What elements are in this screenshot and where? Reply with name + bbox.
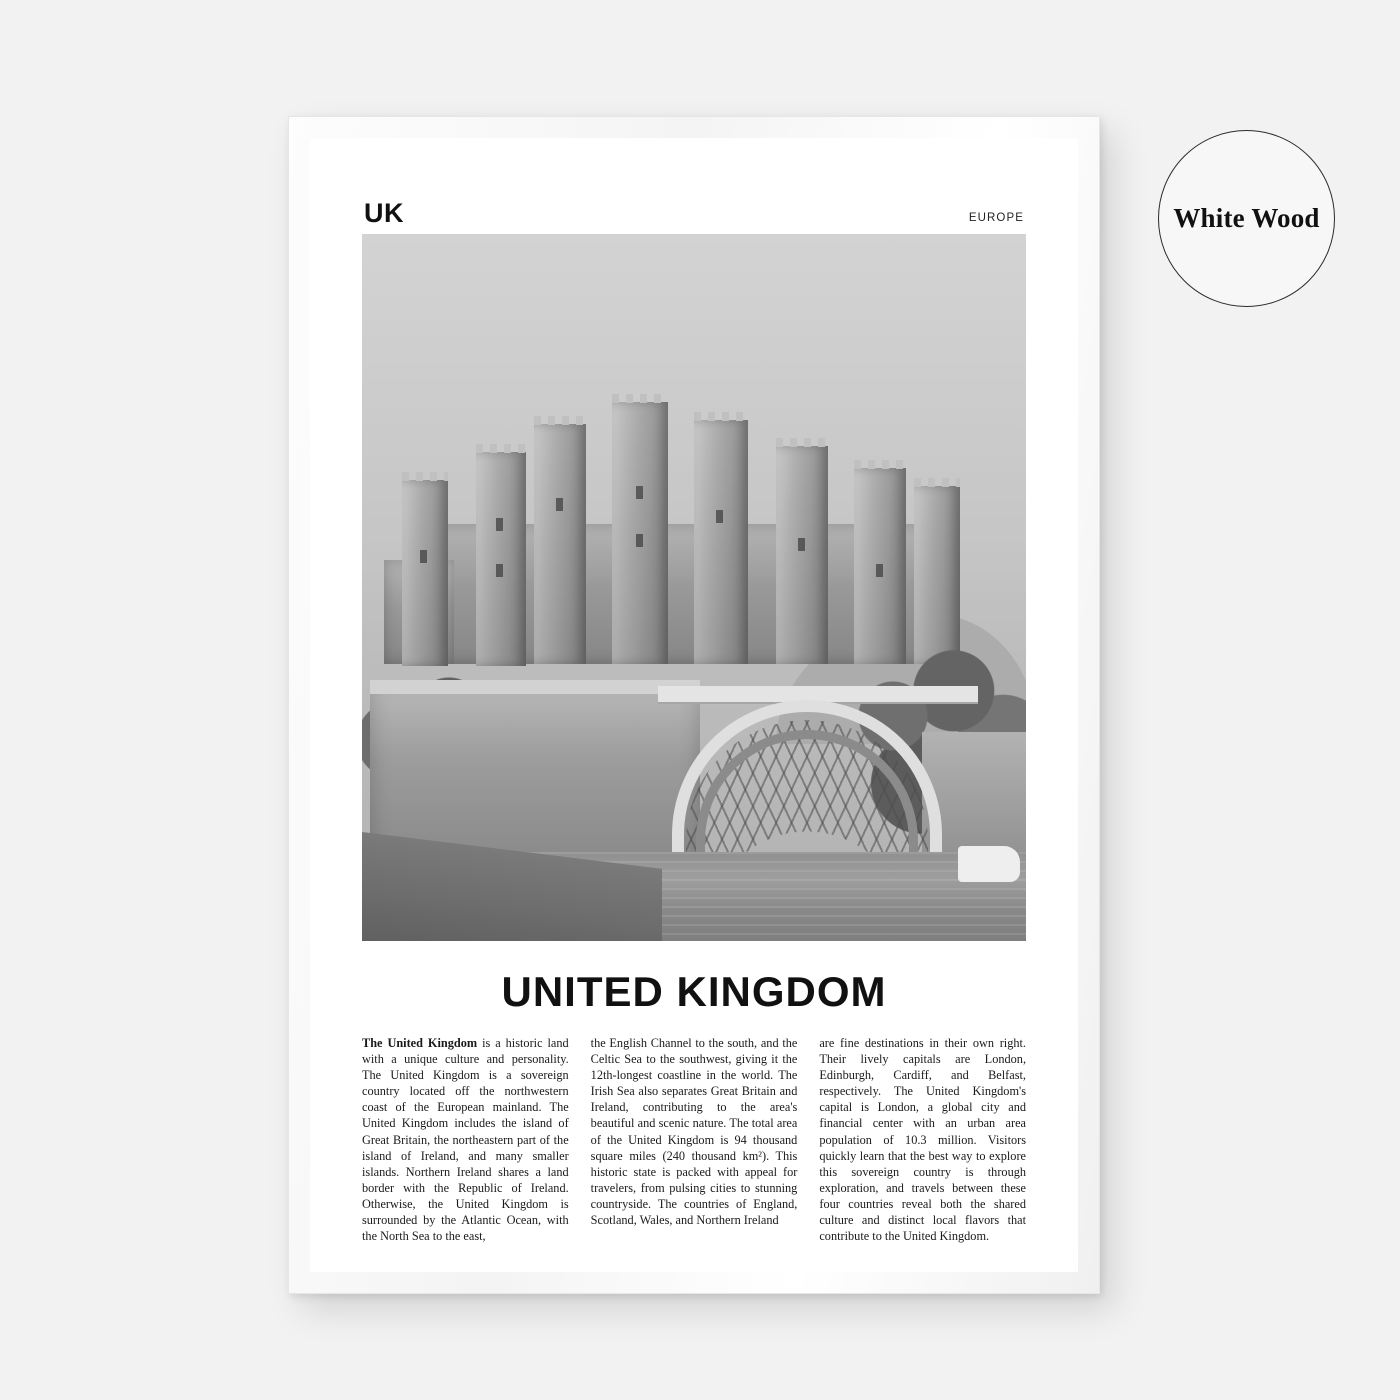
poster [310, 138, 1078, 1272]
castle-tower [694, 420, 748, 664]
material-badge [1158, 130, 1335, 307]
castle-tower [476, 452, 526, 666]
castle-tower [402, 480, 448, 666]
castle-tower [534, 424, 586, 664]
castle-tower [612, 402, 668, 664]
poster-header [362, 200, 1026, 234]
poster-text-columns [362, 1035, 1026, 1244]
castle-photograph [362, 234, 1026, 941]
poster-region-label: EUROPE [968, 211, 1024, 224]
boat [958, 846, 1020, 882]
text-column [819, 1035, 1026, 1244]
material-badge-label: White Wood [1173, 203, 1320, 233]
text-column [362, 1035, 569, 1244]
text-column-body: are fine destinations in their own right. Their lively capitals are London, Edinburgh, Cardiff, and Belfast, respectively. The United Kingdom's capital is London, a global city and financial center with an urban area population of 10.3 million. Visitors quickly learn that the best way to explore this sovereign country is through exploration, and travels between these four countries reveal both the shared culture and distinct local flavors that contribute to the United Kingdom. [819, 1036, 1027, 1244]
castle-tower [776, 446, 828, 664]
text-column-body: is a historic land with a unique culture and personality. The United Kingdom is a sovereign country located off the northwestern coast of the European mainland. The United Kingdom includes the island of Great Britain, the northeastern part of the island of Ireland, and many smaller islands. Northern Ireland shares a land border with the Republic of Ireland. Otherwise, the United Kingdom is surrounded by the Atlantic Ocean, with the North Sea to the east, [362, 1036, 569, 1244]
text-column-lead: The United Kingdom [362, 1036, 478, 1050]
bridge-arch [662, 686, 962, 866]
text-column-body: the English Channel to the south, and the Celtic Sea to the southwest, giving it the 12th-longest coastline in the world. The Irish Sea also separates Great Britain and Ireland, contributing to the area's beautiful and scenic nature. The total area of the United Kingdom is 94 thousand square miles (240 thousand km²). This historic state is packed with appeal for travelers, from pulsing cities to stunning countryside. The countries of England, Scotland, Wales, and Northern Ireland [590, 1036, 798, 1228]
poster-title: UNITED KINGDOM [501, 968, 887, 1015]
poster-country-code: UK [364, 198, 404, 228]
text-column [591, 1035, 798, 1244]
